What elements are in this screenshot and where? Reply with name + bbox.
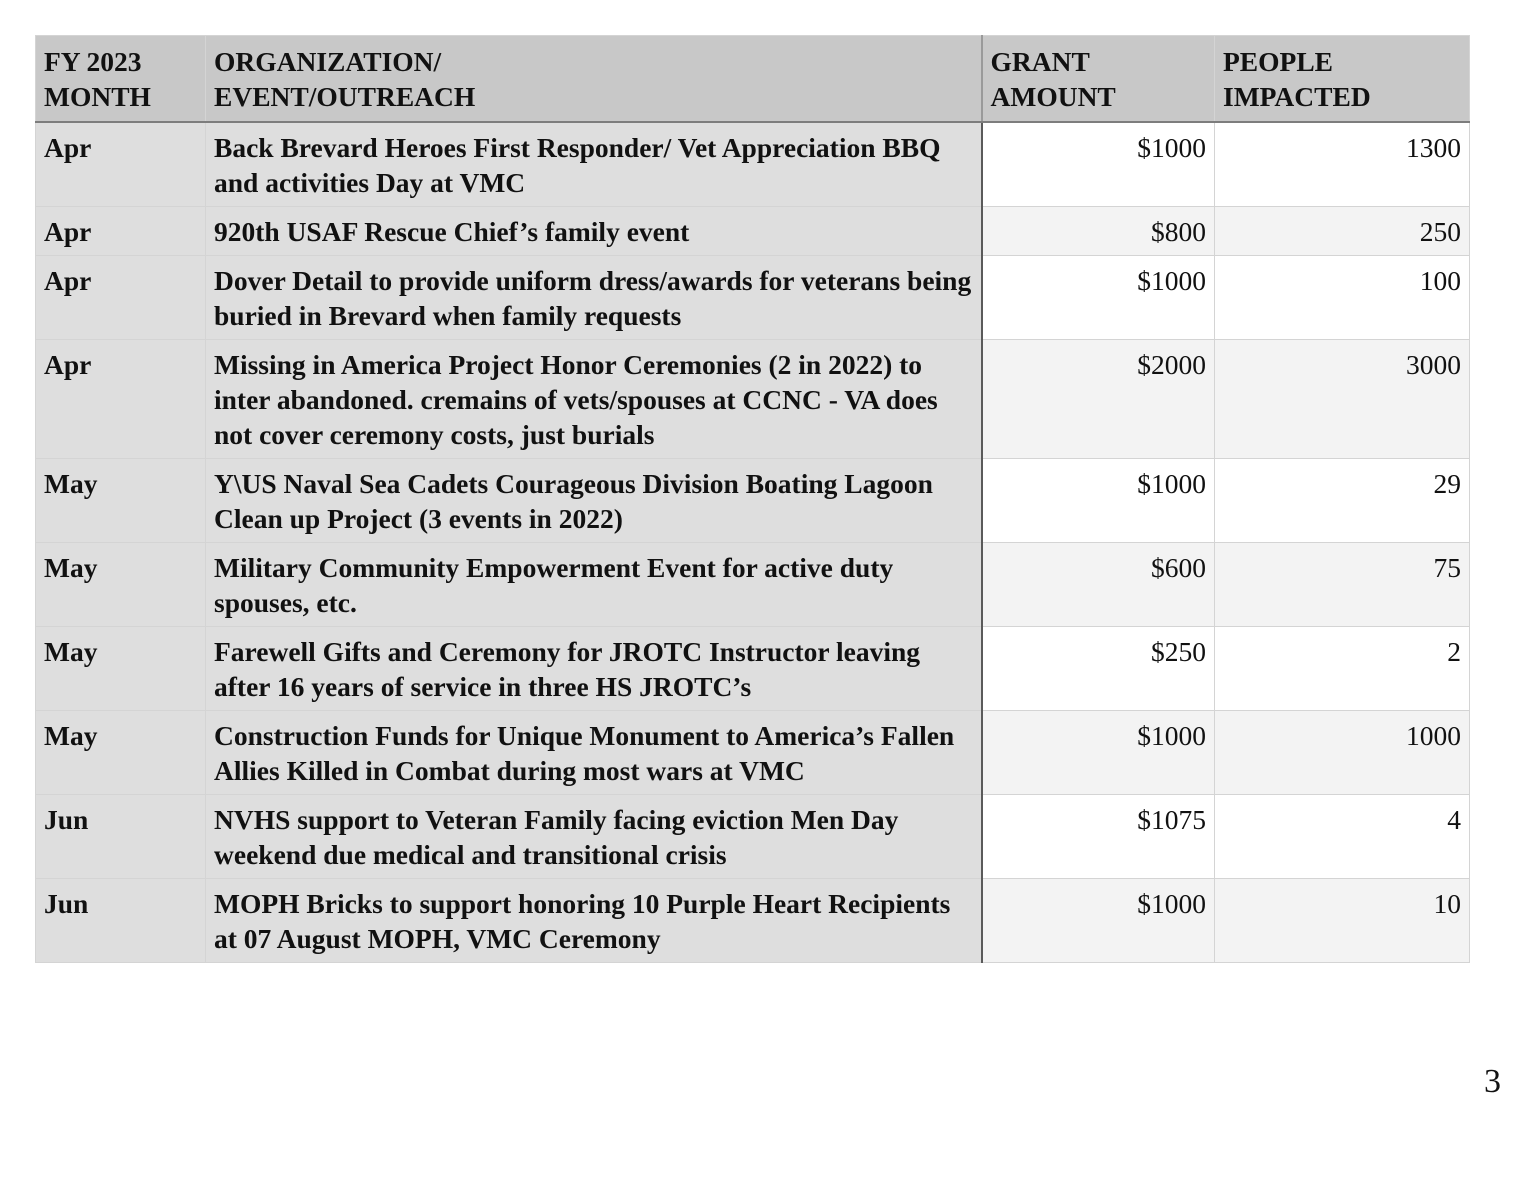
grant-amount-cell: $2000: [982, 340, 1215, 459]
table-row: [36, 879, 1470, 963]
people-impacted-cell: 10: [1215, 879, 1470, 963]
table-row: [36, 795, 1470, 879]
table-row: [36, 340, 1470, 459]
table-row: [36, 122, 1470, 207]
table-row: [36, 459, 1470, 543]
month-cell: Jun: [36, 795, 206, 879]
organization-cell: Military Community Empowerment Event for active duty spouses, etc.: [206, 543, 982, 627]
month-cell: May: [36, 711, 206, 795]
people-impacted-cell: 29: [1215, 459, 1470, 543]
header-grant-amount-line-1: GRANT: [990, 46, 1090, 77]
month-cell: Apr: [36, 207, 206, 256]
grant-amount-cell: $1000: [982, 122, 1215, 207]
month-cell: May: [36, 459, 206, 543]
header-organization-line-2: EVENT/OUTREACH: [214, 81, 476, 112]
organization-cell: Back Brevard Heroes First Responder/ Vet Appreciation BBQ and activities Day at VMC: [206, 122, 982, 207]
grant-amount-cell: $1000: [982, 459, 1215, 543]
table-row: [36, 627, 1470, 711]
table-row: [36, 543, 1470, 627]
header-organization-line-1: ORGANIZATION/: [214, 46, 442, 77]
header-row: [36, 36, 1470, 123]
month-cell: May: [36, 627, 206, 711]
people-impacted-cell: 75: [1215, 543, 1470, 627]
header-month-line-1: FY 2023: [44, 46, 142, 77]
month-cell: Apr: [36, 340, 206, 459]
page-number: 3: [1484, 1063, 1501, 1100]
grant-amount-cell: $1000: [982, 879, 1215, 963]
table-body: [36, 122, 1470, 963]
people-impacted-cell: 1000: [1215, 711, 1470, 795]
table-row: [36, 256, 1470, 340]
organization-cell: Dover Detail to provide uniform dress/awards for veterans being buried in Brevard when family requests: [206, 256, 982, 340]
table-header: [36, 36, 1470, 123]
header-people-impacted-line-2: IMPACTED: [1223, 81, 1371, 112]
grant-amount-cell: $800: [982, 207, 1215, 256]
organization-cell: Missing in America Project Honor Ceremonies (2 in 2022) to inter abandoned. cremains of vets/spouses at CCNC - VA does not cover ceremony costs, just burials: [206, 340, 982, 459]
people-impacted-cell: 2: [1215, 627, 1470, 711]
organization-cell: Farewell Gifts and Ceremony for JROTC Instructor leaving after 16 years of service in three HS JROTC’s: [206, 627, 982, 711]
month-cell: Apr: [36, 256, 206, 340]
people-impacted-cell: 4: [1215, 795, 1470, 879]
header-people-impacted-line-1: PEOPLE: [1223, 46, 1334, 77]
month-cell: Jun: [36, 879, 206, 963]
header-organization: [206, 36, 982, 123]
table-row: [36, 207, 1470, 256]
grant-amount-cell: $1000: [982, 711, 1215, 795]
people-impacted-cell: 100: [1215, 256, 1470, 340]
header-people-impacted: [1215, 36, 1470, 123]
people-impacted-cell: 1300: [1215, 122, 1470, 207]
header-grant-amount: [982, 36, 1215, 123]
grant-amount-cell: $600: [982, 543, 1215, 627]
organization-cell: 920th USAF Rescue Chief’s family event: [206, 207, 982, 256]
people-impacted-cell: 250: [1215, 207, 1470, 256]
table-row: [36, 711, 1470, 795]
month-cell: Apr: [36, 122, 206, 207]
header-month: [36, 36, 206, 123]
organization-cell: Y\US Naval Sea Cadets Courageous Division Boating Lagoon Clean up Project (3 events in 2022): [206, 459, 982, 543]
people-impacted-cell: 3000: [1215, 340, 1470, 459]
grant-amount-cell: $1000: [982, 256, 1215, 340]
grant-amount-cell: $250: [982, 627, 1215, 711]
header-grant-amount-line-2: AMOUNT: [990, 81, 1116, 112]
grant-amount-cell: $1075: [982, 795, 1215, 879]
organization-cell: NVHS support to Veteran Family facing eviction Men Day weekend due medical and transitional crisis: [206, 795, 982, 879]
grant-table: [35, 35, 1470, 963]
month-cell: May: [36, 543, 206, 627]
header-month-line-2: MONTH: [44, 81, 151, 112]
organization-cell: MOPH Bricks to support honoring 10 Purple Heart Recipients at 07 August MOPH, VMC Ceremony: [206, 879, 982, 963]
organization-cell: Construction Funds for Unique Monument to America’s Fallen Allies Killed in Combat during most wars at VMC: [206, 711, 982, 795]
